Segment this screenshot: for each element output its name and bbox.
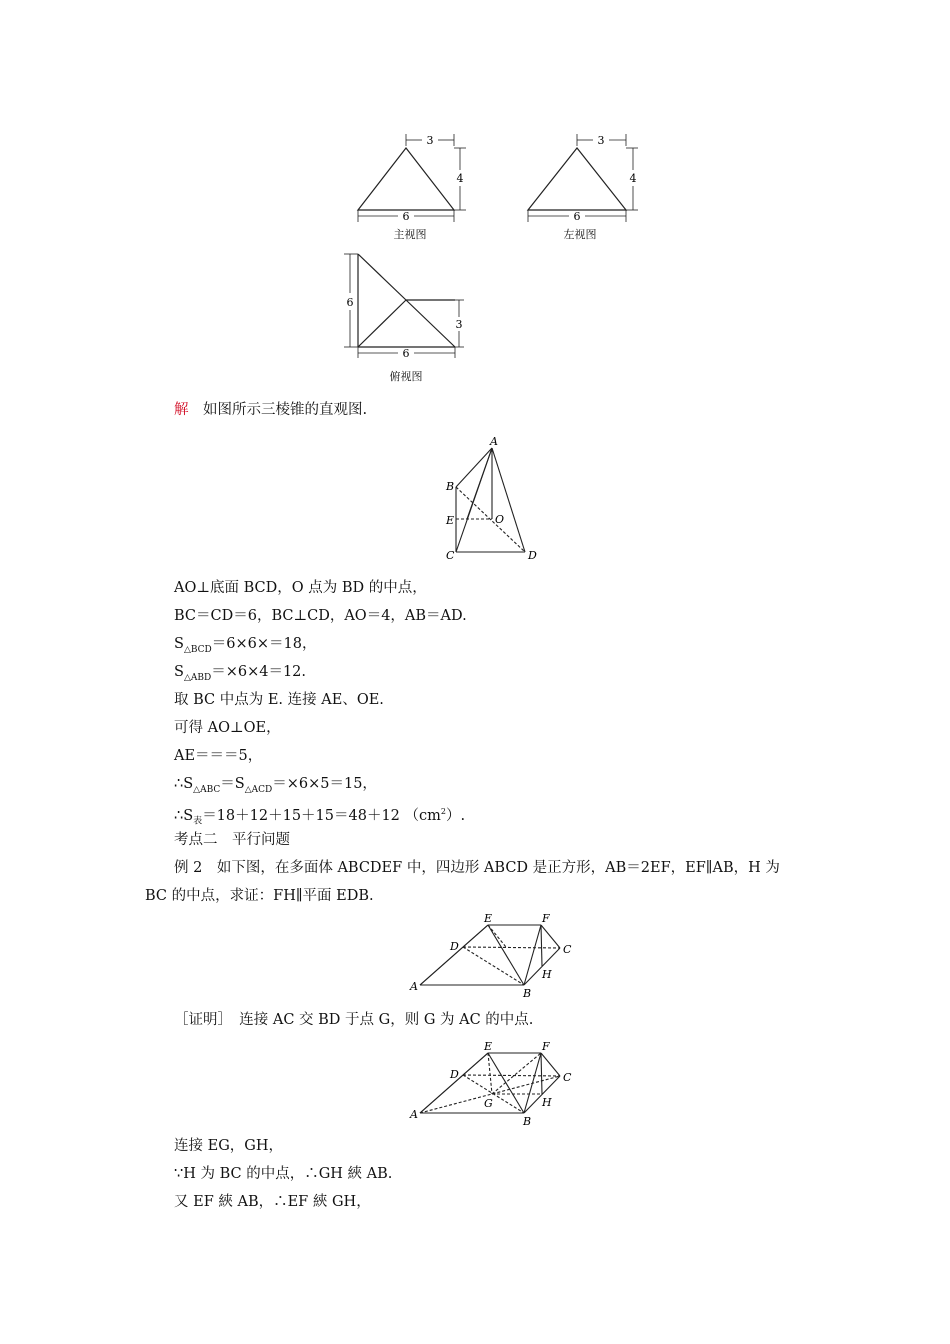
text-line-9: $\therefore S_表=18+12+15+15=48+12$ $(cm^2)$.: [174, 807, 466, 827]
solution-line: [174, 400, 367, 420]
poly2-label-b: B: [523, 1115, 532, 1128]
top-view-figure: [338, 248, 468, 368]
front-view-caption: 主视图: [393, 228, 427, 241]
pyr-label-b: B: [446, 480, 455, 493]
text-line-7: AE＝＝＝5，: [174, 748, 263, 764]
poly2-label-g: G: [484, 1097, 493, 1110]
front-side-dim: 4: [456, 172, 464, 185]
solution-label: 解: [174, 402, 189, 418]
poly1-label-e: E: [484, 912, 493, 925]
proof-line-1: 连接 EG，GH，: [174, 1138, 284, 1154]
left-bottom-dim: 6: [573, 210, 581, 223]
left-view-caption: 左视图: [563, 228, 597, 241]
left-top-dim: 3: [597, 134, 605, 147]
pyr-label-d: D: [528, 549, 537, 562]
poly2-label-c: C: [563, 1071, 572, 1084]
left-view-triangle: [528, 148, 626, 210]
poly1-label-f: F: [542, 912, 550, 925]
text-line-2: BC＝CD＝6，BC⊥CD，AO＝4，AB＝AD.: [174, 608, 467, 624]
poly2-label-a: A: [410, 1108, 418, 1121]
pyramid-figure: [440, 435, 550, 565]
proof-line: ［证明］ 连接 AC 交 BD 于点 G，则 G 为 AC 的中点.: [174, 1012, 534, 1028]
polyhedron-figure-1: [408, 910, 578, 1000]
pyr-label-c: C: [446, 549, 455, 562]
solution-text: 如图所示三棱锥的直观图.: [203, 402, 368, 418]
front-bottom-dim: 6: [402, 210, 410, 223]
proof-line-2: ∵H 为 BC 的中点，∴GH 綊 AB.: [174, 1166, 393, 1182]
poly1-label-h: H: [542, 968, 552, 981]
pyr-label-e: E: [446, 514, 455, 527]
proof-line-3: 又 EF 綊 AB，∴EF 綊 GH，: [174, 1194, 371, 1210]
pyr-label-o: O: [495, 513, 505, 526]
poly2-label-d: D: [450, 1068, 459, 1081]
poly1-label-c: C: [563, 943, 572, 956]
left-side-dim: 4: [629, 172, 637, 185]
poly2-label-e: E: [484, 1040, 493, 1053]
text-line-5: 取 BC 中点为 E. 连接 AE、OE.: [174, 692, 384, 708]
top-right-dim: 3: [455, 318, 463, 331]
text-line-3: $S_{\triangle BCD}=6\times 6\times=18$，: [174, 636, 317, 655]
top-left-dim: 6: [346, 296, 354, 309]
poly1-label-a: A: [410, 980, 418, 993]
poly1-label-d: D: [450, 940, 459, 953]
polyhedron-figure-2: [408, 1040, 578, 1130]
text-line-6: 可得 AO⊥OE，: [174, 720, 281, 736]
poly2-label-h: H: [542, 1096, 552, 1109]
text-line-1: AO⊥底面 BCD，O 点为 BD 的中点，: [174, 580, 427, 596]
text-line-4: $S_{\triangle ABD}=\times 6\times 4=12$.: [174, 664, 307, 683]
top-bottom-dim: 6: [402, 347, 410, 360]
poly2-label-f: F: [542, 1040, 550, 1053]
pyr-label-a: A: [490, 435, 498, 448]
poly1-label-b: B: [523, 987, 532, 1000]
top-view-caption: 俯视图: [389, 370, 423, 383]
front-view-triangle: [358, 148, 454, 210]
example2-line1: 例 2 如下图，在多面体 ABCDEF 中，四边形 ABCD 是正方形，AB＝2EF，EF∥AB，H 为: [174, 860, 780, 876]
example2-line2: BC 的中点，求证：FH∥平面 EDB.: [145, 888, 374, 904]
front-top-dim: 3: [426, 134, 434, 147]
section-heading: 考点二 平行问题: [174, 832, 290, 848]
text-line-8: $\therefore S_{\triangle ABC}=S_{\triangle ACD}=\times 6\times 5=15$，: [174, 776, 377, 795]
